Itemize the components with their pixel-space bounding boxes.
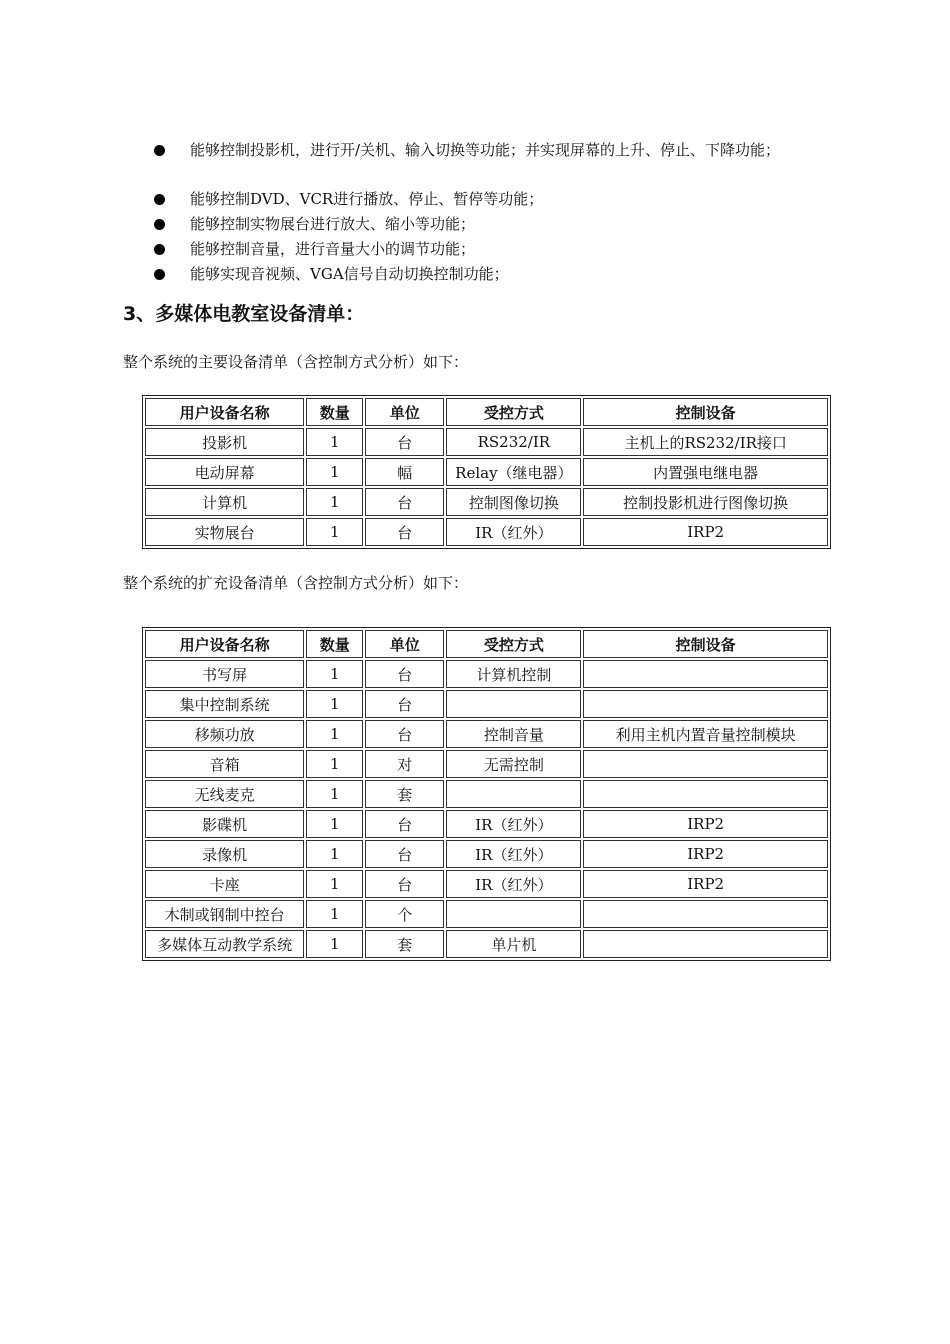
- table-row: [145, 428, 828, 456]
- column-header-control-device: 控制设备: [583, 398, 828, 426]
- table-row: [145, 690, 828, 718]
- section-heading: 3、多媒体电教室设备清单：: [123, 303, 365, 325]
- table-row: [145, 750, 828, 778]
- cell-control-method: 计算机控制: [446, 660, 581, 688]
- cell-device-name: 无线麦克: [145, 780, 304, 808]
- cell-control-method: IR（红外）: [446, 840, 581, 868]
- cell-device-name: 移频功放: [145, 720, 304, 748]
- cell-unit: 台: [365, 488, 444, 516]
- cell-unit: 台: [365, 518, 444, 546]
- cell-unit: 套: [365, 780, 444, 808]
- cell-unit: 台: [365, 870, 444, 898]
- cell-device-name: 多媒体互动教学系统: [145, 930, 304, 958]
- table-header-row: [145, 630, 828, 658]
- cell-control-method: [446, 900, 581, 928]
- cell-unit: 对: [365, 750, 444, 778]
- cell-device-name: 实物展台: [145, 518, 304, 546]
- cell-quantity: 1: [306, 660, 363, 688]
- table-row: [145, 900, 828, 928]
- list-item: [150, 212, 930, 237]
- cell-control-device: IRP2: [583, 518, 828, 546]
- cell-device-name: 影碟机: [145, 810, 304, 838]
- cell-control-device: 利用主机内置音量控制模块: [583, 720, 828, 748]
- list-item: [150, 187, 930, 212]
- cell-quantity: 1: [306, 720, 363, 748]
- extended-equipment-intro: 整个系统的扩充设备清单（含控制方式分析）如下：: [123, 574, 469, 592]
- table-row: [145, 488, 828, 516]
- cell-control-device: [583, 690, 828, 718]
- cell-device-name: 电动屏幕: [145, 458, 304, 486]
- cell-device-name: 音箱: [145, 750, 304, 778]
- cell-device-name: 录像机: [145, 840, 304, 868]
- extended-equipment-table: [142, 627, 831, 961]
- cell-unit: 套: [365, 930, 444, 958]
- cell-quantity: 1: [306, 488, 363, 516]
- bullet-icon: [154, 269, 165, 280]
- cell-control-device: [583, 900, 828, 928]
- cell-control-device: [583, 930, 828, 958]
- cell-control-method: 控制图像切换: [446, 488, 581, 516]
- table-row: [145, 780, 828, 808]
- table-row: [145, 840, 828, 868]
- cell-quantity: 1: [306, 780, 363, 808]
- cell-control-method: [446, 690, 581, 718]
- table-row: [145, 870, 828, 898]
- table-row: [145, 518, 828, 546]
- list-item: [150, 262, 930, 287]
- cell-device-name: 书写屏: [145, 660, 304, 688]
- cell-quantity: 1: [306, 750, 363, 778]
- cell-unit: 台: [365, 660, 444, 688]
- cell-quantity: 1: [306, 518, 363, 546]
- list-item-text: 能够控制投影机，进行开/关机、输入切换等功能；并实现屏幕的上升、停止、下降功能；: [190, 141, 781, 159]
- cell-device-name: 计算机: [145, 488, 304, 516]
- main-equipment-table: [142, 395, 831, 549]
- column-header-unit: 单位: [365, 398, 444, 426]
- cell-quantity: 1: [306, 458, 363, 486]
- cell-control-method: RS232/IR: [446, 428, 581, 456]
- column-header-device-name: 用户设备名称: [145, 398, 304, 426]
- column-header-quantity: 数量: [306, 398, 363, 426]
- table-row: [145, 720, 828, 748]
- bullet-icon: [154, 194, 165, 205]
- table-row: [145, 660, 828, 688]
- cell-unit: 台: [365, 720, 444, 748]
- cell-unit: 台: [365, 690, 444, 718]
- cell-control-method: 单片机: [446, 930, 581, 958]
- cell-unit: 个: [365, 900, 444, 928]
- cell-control-method: IR（红外）: [446, 870, 581, 898]
- cell-unit: 幅: [365, 458, 444, 486]
- cell-control-method: [446, 780, 581, 808]
- cell-device-name: 木制或钢制中控台: [145, 900, 304, 928]
- cell-control-device: [583, 780, 828, 808]
- list-item: [150, 138, 930, 163]
- list-item-text: 能够控制音量，进行音量大小的调节功能；: [190, 240, 476, 258]
- table-row: [145, 810, 828, 838]
- table-header-row: [145, 398, 828, 426]
- cell-control-device: [583, 750, 828, 778]
- cell-control-device: [583, 660, 828, 688]
- cell-control-device: 内置强电继电器: [583, 458, 828, 486]
- bullet-icon: [154, 145, 165, 156]
- main-equipment-intro: 整个系统的主要设备清单（含控制方式分析）如下：: [123, 353, 469, 371]
- list-item-text: 能够实现音视频、VGA信号自动切换控制功能；: [190, 265, 509, 283]
- column-header-control-device: 控制设备: [583, 630, 828, 658]
- cell-quantity: 1: [306, 870, 363, 898]
- column-header-control-method: 受控方式: [446, 630, 581, 658]
- cell-control-device: IRP2: [583, 840, 828, 868]
- cell-device-name: 集中控制系统: [145, 690, 304, 718]
- column-header-quantity: 数量: [306, 630, 363, 658]
- cell-control-method: IR（红外）: [446, 810, 581, 838]
- cell-control-device: IRP2: [583, 810, 828, 838]
- cell-quantity: 1: [306, 930, 363, 958]
- cell-quantity: 1: [306, 690, 363, 718]
- cell-control-method: 控制音量: [446, 720, 581, 748]
- column-header-control-method: 受控方式: [446, 398, 581, 426]
- cell-quantity: 1: [306, 428, 363, 456]
- cell-quantity: 1: [306, 810, 363, 838]
- cell-control-method: Relay（继电器）: [446, 458, 581, 486]
- cell-quantity: 1: [306, 840, 363, 868]
- cell-unit: 台: [365, 840, 444, 868]
- cell-control-method: IR（红外）: [446, 518, 581, 546]
- list-item: [150, 237, 930, 262]
- cell-unit: 台: [365, 428, 444, 456]
- column-header-unit: 单位: [365, 630, 444, 658]
- table-row: [145, 930, 828, 958]
- feature-list: [150, 138, 930, 287]
- bullet-icon: [154, 244, 165, 255]
- cell-control-device: 主机上的RS232/IR接口: [583, 428, 828, 456]
- cell-control-method: 无需控制: [446, 750, 581, 778]
- cell-control-device: IRP2: [583, 870, 828, 898]
- cell-device-name: 卡座: [145, 870, 304, 898]
- cell-unit: 台: [365, 810, 444, 838]
- column-header-device-name: 用户设备名称: [145, 630, 304, 658]
- list-item-text: 能够控制DVD、VCR进行播放、停止、暂停等功能；: [190, 190, 544, 208]
- list-item-text: 能够控制实物展台进行放大、缩小等功能；: [190, 215, 476, 233]
- cell-device-name: 投影机: [145, 428, 304, 456]
- bullet-icon: [154, 219, 165, 230]
- table-row: [145, 458, 828, 486]
- cell-control-device: 控制投影机进行图像切换: [583, 488, 828, 516]
- cell-quantity: 1: [306, 900, 363, 928]
